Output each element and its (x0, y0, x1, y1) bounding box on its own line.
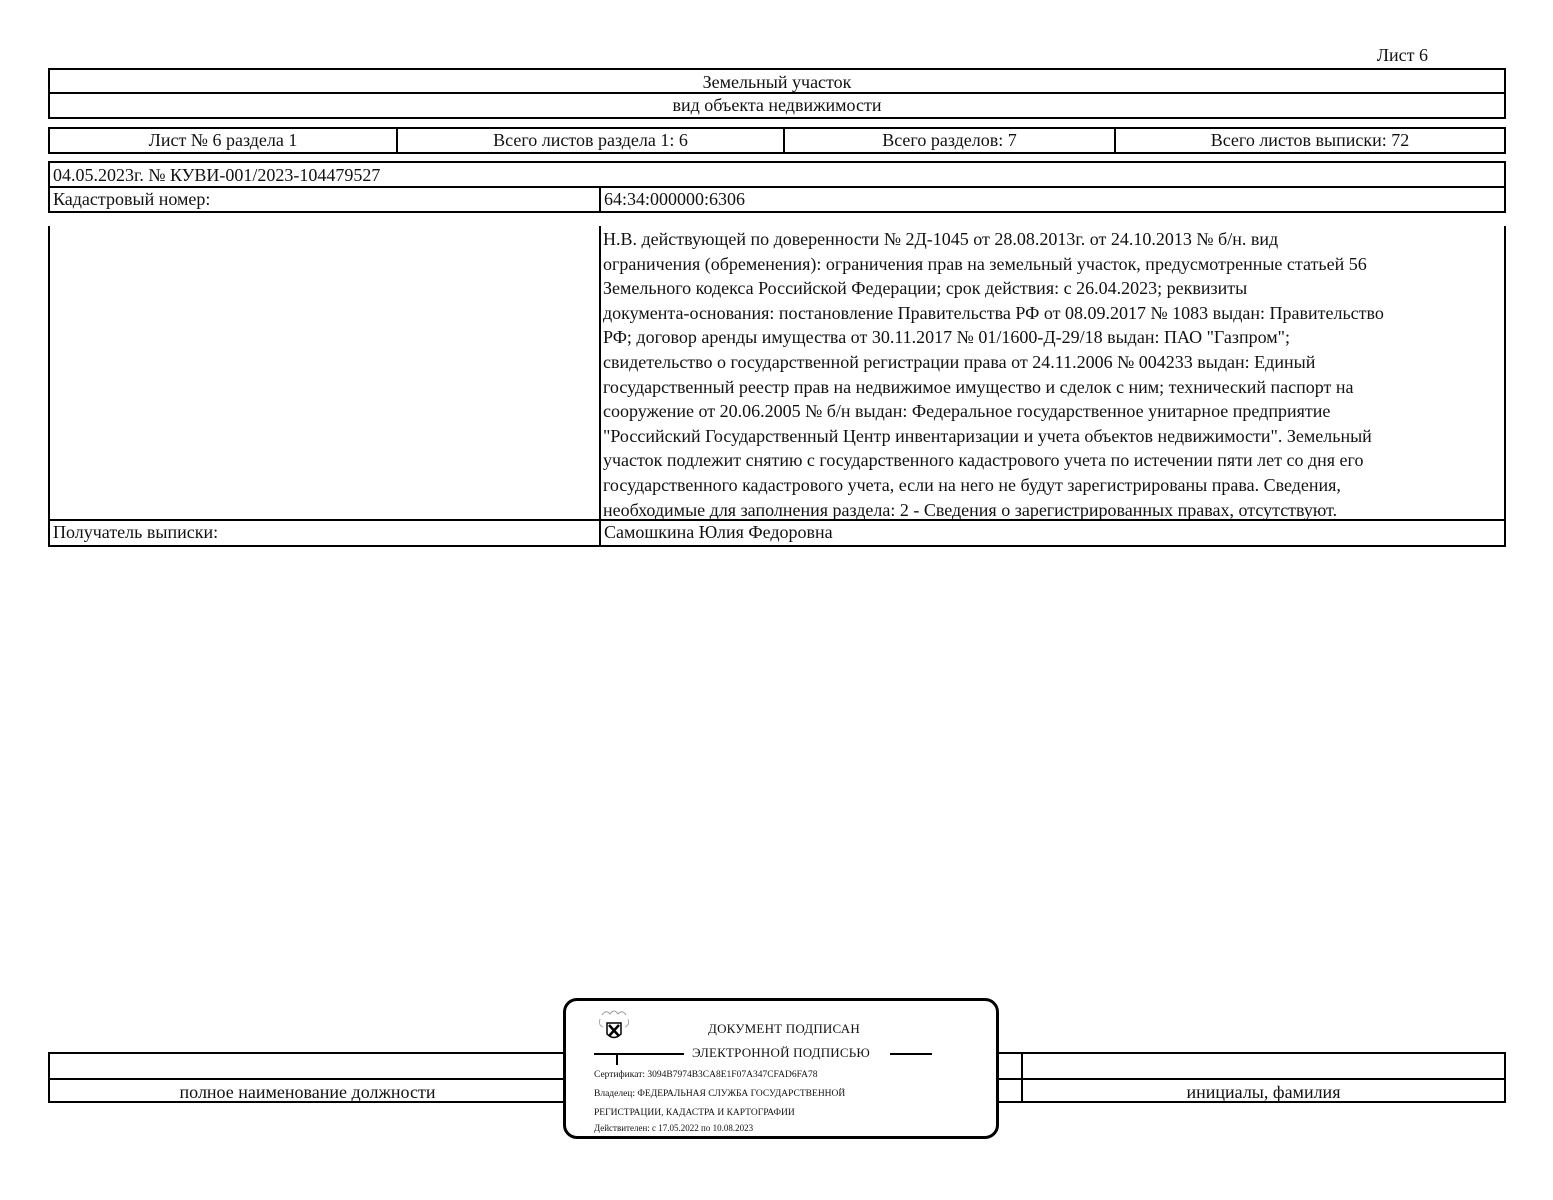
details-line: государственный реестр прав на недвижимое имущество и сделок с ним; технический паспорт на (603, 376, 1354, 397)
position-caption: полное наименование должности (179, 1082, 436, 1102)
details-line: сооружение от 20.06.2005 № б/н выдан: Федеральное государственное унитарное предприятие (603, 401, 1331, 422)
cadastral-value: 64:34:000000:6306 (599, 188, 1504, 211)
object-kind-caption: вид объекта недвижимости (672, 95, 882, 115)
total-sections: Всего разделов: 7 (783, 129, 1114, 152)
details-line: РФ; договор аренды имущества от 30.11.2017 № 01/1600-Д-29/18 выдан: ПАО "Газпром"; (603, 327, 1290, 348)
details-block (48, 226, 1506, 547)
details-line: свидетельство о государственной регистрации права от 24.11.2006 № 004233 выдан: Единый (603, 351, 1316, 372)
stamp-underline-right (890, 1053, 932, 1055)
object-type: Земельный участок (50, 70, 1504, 94)
details-line: "Российский Государственный Центр инвентаризации и учета объектов недвижимости". Земельный (603, 425, 1372, 446)
details-line: участок подлежит снятию с государственного кадастрового учета по истечении пяти лет со дня его (603, 450, 1364, 471)
stamp-owner-line2: РЕГИСТРАЦИИ, КАДАСТРА И КАРТОГРАФИИ (594, 1108, 795, 1118)
details-divider (599, 226, 601, 519)
signature-divider-mid (998, 1078, 1021, 1080)
stamp-tick (616, 1053, 618, 1065)
details-line: Земельного кодекса Российской Федерации; срок действия: с 26.04.2023; реквизиты (603, 278, 1248, 299)
cadastral-row (50, 188, 1504, 211)
stamp-validity: Действителен: с 17.05.2022 по 10.08.2023 (594, 1123, 754, 1133)
name-caption: инициалы, фамилия (1186, 1082, 1341, 1102)
sheet-of-section: Лист № 6 раздела 1 (148, 130, 298, 150)
details-text (603, 227, 1483, 522)
cadastral-label: Кадастровый номер: (53, 189, 211, 209)
date-number: 04.05.2023г. № КУВИ-001/2023-104479527 (50, 163, 1504, 188)
details-line: Н.В. действующей по доверенности № 2Д-1045 от 28.08.2013г. от 24.10.2013 № б/н. вид (603, 229, 1279, 249)
details-line: ограничения (обременения): ограничения прав на земельный участок, предусмотренные статьей 56 (603, 253, 1367, 274)
total-sheets-extract: Всего листов выписки: 72 (1114, 129, 1504, 152)
stamp-title-line1: ДОКУМЕНТ ПОДПИСАН (708, 1021, 860, 1036)
stamp-underline-left (594, 1053, 684, 1055)
signature-position-cell (48, 1052, 565, 1103)
details-line: необходимые для заполнения раздела: 2 - Сведения о зарегистрированных правах, отсутствуют. (603, 499, 1338, 520)
stamp-owner-line1: Владелец: ФЕДЕРАЛЬНАЯ СЛУЖБА ГОСУДАРСТВЕННОЙ (594, 1089, 846, 1099)
coat-of-arms-icon (594, 1007, 634, 1047)
recipient-value: Самошкина Юлия Федоровна (599, 521, 1504, 545)
electronic-signature-stamp (563, 998, 999, 1139)
details-line: документа-основания: постановление Правительства РФ от 08.09.2017 № 1083 выдан: Правительство (603, 302, 1384, 323)
details-line: государственного кадастрового учета, если на него не будут зарегистрированы права. Сведения, (603, 474, 1341, 495)
signature-divider-left (50, 1078, 565, 1080)
recipient-label: Получатель выписки: (53, 522, 219, 542)
stamp-certificate: Сертификат: 3094B7974B3CA8E1F07A347CFAD6FA78 (594, 1070, 818, 1080)
record-box (48, 161, 1506, 213)
sheet-info-row (48, 127, 1506, 154)
sheet-number: Лист 6 (1376, 45, 1428, 65)
signature-middle-cell (998, 1052, 1023, 1103)
total-sheets-section: Всего листов раздела 1: 6 (396, 129, 783, 152)
signature-name-cell (1023, 1052, 1506, 1103)
stamp-title-line2: ЭЛЕКТРОННОЙ ПОДПИСЬЮ (692, 1045, 870, 1060)
object-type-box (48, 68, 1506, 119)
recipient-row (50, 519, 1504, 545)
signature-divider-right (1023, 1078, 1504, 1080)
